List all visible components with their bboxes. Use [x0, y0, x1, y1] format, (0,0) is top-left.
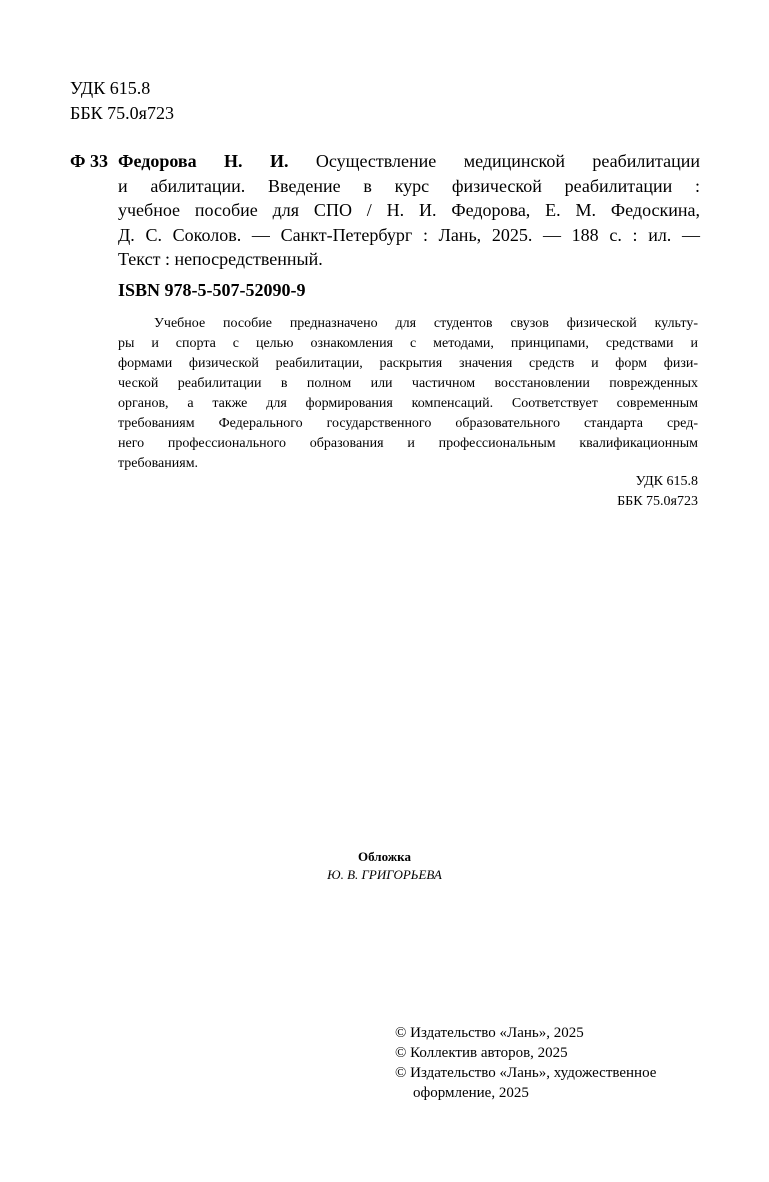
bbk-code: ББК 75.0я723: [70, 103, 174, 123]
copyright-line-continuation: оформление, 2025: [413, 1085, 529, 1101]
description-line: Д. С. Соколов. — Санкт-Петербург : Лань, 2025. — 188 с. : ил. —: [118, 224, 700, 245]
catalog-entry: [70, 149, 700, 272]
annotation-line: требованиям Федерального государственного образовательного стандарта сред-: [118, 416, 698, 431]
description-line: Федорова Н. И. Осуществление медицинской реабилитации: [118, 151, 700, 171]
description-line: Текст : непосредственный.: [118, 249, 323, 269]
bbk-code: ББК 75.0я723: [617, 494, 698, 509]
annotation-line: органов, а также для формирования компенсаций. Соответствует современным: [118, 396, 698, 411]
classification-header: [70, 76, 174, 126]
author-mark: Ф 33: [70, 151, 108, 171]
copyright-line: © Издательство «Лань», художественное: [395, 1065, 657, 1081]
cover-credit: [0, 848, 769, 884]
isbn: ISBN 978-5-507-52090-9: [118, 280, 306, 300]
cover-artist: Ю. В. ГРИГОРЬЕВА: [327, 867, 442, 882]
annotation-line: требованиям.: [118, 456, 199, 471]
description-line: учебное пособие для СПО / Н. И. Федорова, Е. М. Федоскина,: [118, 200, 700, 220]
annotation: [118, 314, 698, 474]
cover-label: Обложка: [358, 849, 411, 864]
udk-code: УДК 615.8: [70, 78, 151, 98]
bibliographic-description: [118, 149, 700, 272]
classification-footer: [617, 472, 698, 512]
annotation-line: него профессионального образования и профессиональным квалификационным: [118, 436, 698, 451]
annotation-line: ческой реабилитации в полном или частичном восстановлении поврежденных: [118, 376, 698, 391]
annotation-line: Учебное пособие предназначено для студентов свузов физической культу-: [154, 316, 698, 331]
copyright-line: © Коллектив авторов, 2025: [395, 1045, 568, 1061]
copyright-block: [395, 1023, 656, 1103]
copyright-line: © Издательство «Лань», 2025: [395, 1025, 584, 1041]
annotation-line: ры и спорта с целью ознакомления с методами, принципами, средствами и: [118, 336, 698, 351]
description-line: и абилитации. Введение в курс физической реабилитации :: [118, 175, 700, 196]
udk-code: УДК 615.8: [635, 474, 698, 489]
author-name: Федорова Н. И.: [118, 151, 289, 171]
annotation-line: формами физической реабилитации, раскрытия значения средств и форм физи-: [118, 356, 698, 371]
